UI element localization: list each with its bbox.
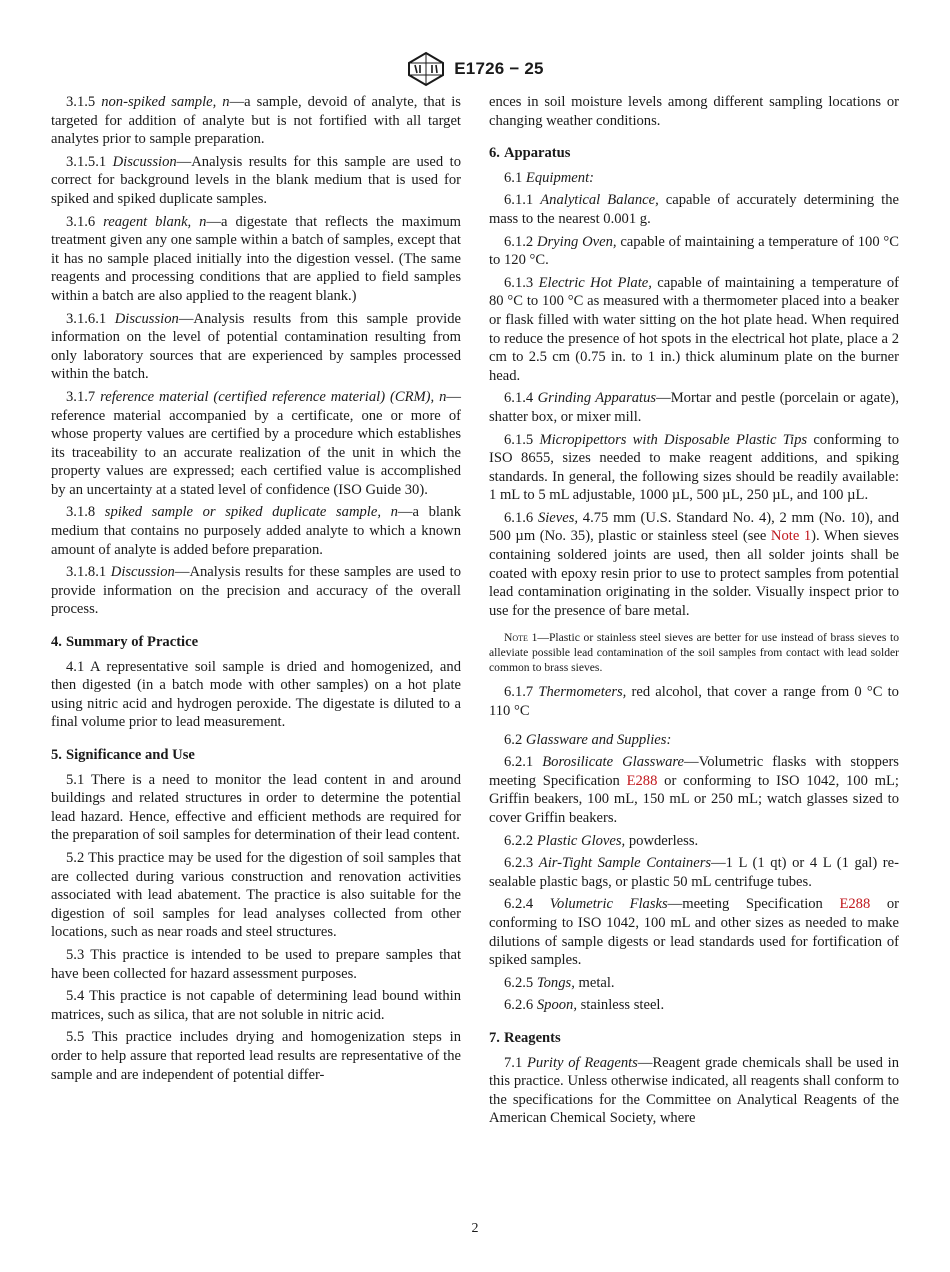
section-6-1-6: 6.1.6 Sieves, 4.75 mm (U.S. Standard No. 4), 2 mm (No. 10), and 500 µm (No. 35), plastic or stainless steel (see Note 1). When sieves containing soldered joints are used, then all solder joints shall be coated with epoxy resin prior to use to protect samples from potential lead contamination originating in the solder. Visually inspect prior to use for the presence of bare metal.: [489, 509, 899, 619]
heading-reagents: 7. Reagents: [489, 1029, 561, 1046]
heading-significance-and-use: 5. Significance and Use: [51, 747, 195, 763]
section-6-2-1: 6.2.1 Borosilicate Glassware—Volumetric flasks with stoppers meeting Specification E288 or conforming to ISO 1042, 100 mL; Griffin beakers, 100 mL, 150 mL or 250 mL; watch glasses sized to cover Griffin beakers.: [489, 754, 899, 826]
section-7-1: 7.1 Purity of Reagents—Reagent grade chemicals shall be used in this practice. Unless otherwise indicated, all reagents shall conform to the specifications for the Committee on Analytical Reagents of the American Chemical Society, where: [489, 1054, 899, 1127]
section-6-1-7: 6.1.7 Thermometers, red alcohol, that cover a range from 0 °C to 110 °C: [489, 684, 899, 720]
section-6-1: 6.1 Equipment:: [504, 169, 594, 186]
section-3-1-6: 3.1.6 reagent blank, n—a digestate that reflects the maximum treatment given any one sample within a batch of samples, except that it has no sample placed initially into the digestion vessel. (The same reagents and processing conditions that are applied to field samples within a batch are also applied to the reagent blank.): [51, 213, 461, 304]
astm-logo-icon: [406, 51, 446, 87]
section-6-1-1: 6.1.1 Analytical Balance, capable of accurately determining the mass to the nearest 0.001 g.: [489, 192, 900, 227]
section-3-1-7: 3.1.7 reference material (certified reference material) (CRM), n—reference material accompanied by a certificate, one or more of whose property values are certified by a procedure which establishes its traceability to an accurate realization of the unit in which the property values are expressed; each certified value is accomplished by an uncertainty at a stated level of confidence (ISO Guide 30).: [51, 388, 461, 498]
document-designation: E1726 − 25: [454, 59, 544, 78]
page-number: 2: [471, 1221, 479, 1236]
section-6-2-5: 6.2.5 Tongs, metal.: [504, 974, 615, 991]
section-5-5-continued: ences in soil moisture levels among different sampling locations or changing weather conditions.: [489, 94, 899, 129]
section-5-2: 5.2 This practice may be used for the digestion of soil samples that are collected during various construction and renovation activities associated with lead abatement. The practice is also suitable for the digestion of soil samples for lead analyses collected from other locations, such as near roads and steel structures.: [51, 849, 462, 941]
heading-summary-of-practice: 4. Summary of Practice: [51, 634, 199, 651]
section-5-1: 5.1 There is a need to monitor the lead content in and around buildings and related structures in order to determine the potential lead hazard. Hence, effective and efficient methods are required for the preparation of soil samples for determination of their lead content.: [51, 771, 461, 844]
right-column: [489, 93, 899, 1132]
heading-apparatus: 6. Apparatus: [489, 145, 571, 162]
e288-link[interactable]: E288: [839, 896, 871, 913]
section-5-5: 5.5 This practice includes drying and homogenization steps in order to help assure that reported lead results are representative of the sample and are independent of potential differ-: [51, 1029, 461, 1083]
section-6-1-2: 6.1.2 Drying Oven, capable of maintaining a temperature of 100 °C to 120 °C.: [489, 233, 899, 269]
page-header: [0, 50, 950, 88]
section-3-1-5-1: 3.1.5.1 Discussion—Analysis results for this sample are used to correct for background levels in the blank medium that is used for spiked and spiked duplicate samples.: [51, 153, 462, 207]
section-5-3: 5.3 This practice is intended to be used to prepare samples that have been collected for hazard assessment purposes.: [51, 946, 461, 982]
note-1: Note 1—Plastic or stainless steel sieves are better for use instead of brass sieves to alleviate possible lead contamination of the soil samples from contact with lead solder common to brass sieves.: [489, 631, 900, 675]
section-6-1-3: 6.1.3 Electric Hot Plate, capable of maintaining a temperature of 80 °C to 100 °C as measured with a thermometer placed into a beaker or flask filled with water sitting on the hot plate head. When required to reduce the presence of hot spots in the electrical hot plate, place a 2 cm to 2.5 cm (0.75 in. to 1 in.) thick aluminum plate on the burner head.: [489, 274, 899, 384]
section-6-2-2: 6.2.2 Plastic Gloves, powderless.: [504, 832, 699, 849]
section-6-2-6: 6.2.6 Spoon, stainless steel.: [504, 997, 665, 1014]
section-3-1-8-1: 3.1.8.1 Discussion—Analysis results for these samples are used to provide information on the precision and accuracy of the overall process.: [51, 564, 461, 618]
left-column: [51, 93, 461, 1088]
section-6-1-5: 6.1.5 Micropipettors with Disposable Plastic Tips conforming to ISO 8655, sizes needed to make reagent additions, and spiking standards. In general, the following sizes should be readily available: 1 mL to 5 mL adjustable, 1000 µL, 500 µL, 250 µL, and 100 µL.: [489, 431, 900, 504]
note-1-link[interactable]: Note 1: [770, 528, 812, 545]
section-6-2-3: 6.2.3 Air-Tight Sample Containers—1 L (1 qt) or 4 L (1 gal) re-sealable plastic bags, or plastic 50 mL centrifuge tubes.: [489, 855, 899, 890]
section-6-2-4: 6.2.4 Volumetric Flasks—meeting Specification E288 or conforming to ISO 1042, 100 mL and other sizes as needed to make dilutions of sample digests or lead standards used for fortification of spiked samples.: [489, 896, 899, 969]
section-3-1-6-1: 3.1.6.1 Discussion—Analysis results from this sample provide information on the level of potential contamination resulting from only laboratory sources that are experienced by samples processed within the batch.: [51, 310, 461, 383]
section-3-1-5: 3.1.5 non-spiked sample, n—a sample, devoid of analyte, that is targeted for addition of analyte but is not fortified with all target analytes prior to sample preparation.: [51, 94, 461, 148]
section-6-1-4: 6.1.4 Grinding Apparatus—Mortar and pestle (porcelain or agate), shatter box, or mixer mill.: [489, 390, 899, 425]
section-5-4: 5.4 This practice is not capable of determining lead bound within matrices, such as silica, that are not soluble in nitric acid.: [51, 988, 461, 1023]
e288-link[interactable]: E288: [626, 772, 658, 789]
section-3-1-8: 3.1.8 spiked sample or spiked duplicate sample, n—a blank medium that contains no purposely added analyte to which a known amount of analyte is added before preparation.: [51, 504, 461, 558]
section-4-1: 4.1 A representative soil sample is dried and homogenized, and then digested (in a batch mode with other samples) on a hot plate using nitric acid and hydrogen peroxide. The digestate is diluted to a final volume prior to lead measurement.: [51, 658, 461, 731]
section-6-2: 6.2 Glassware and Supplies:: [504, 731, 672, 748]
